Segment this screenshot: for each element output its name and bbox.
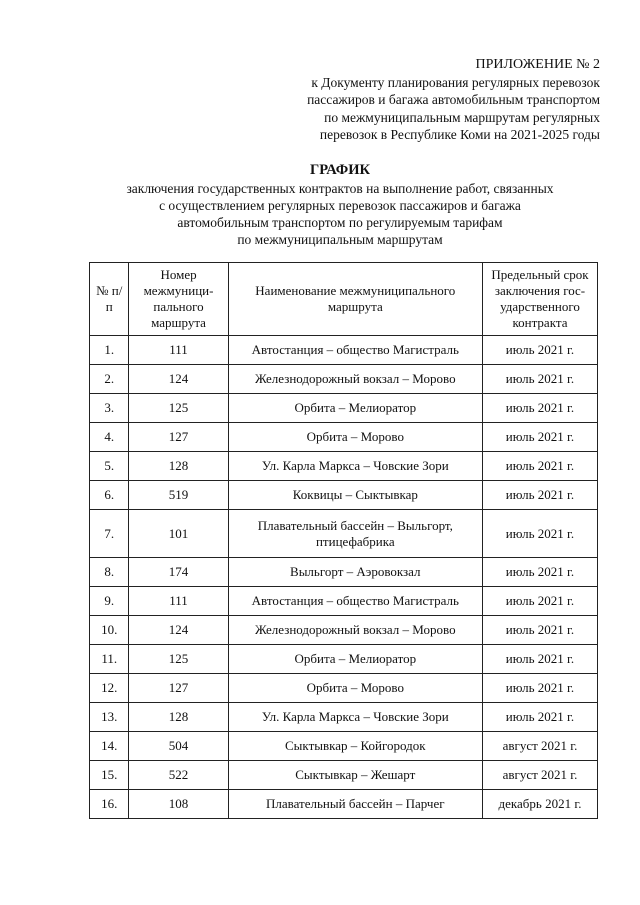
contract-deadline-cell: июль 2021 г.	[482, 510, 597, 558]
contract-deadline-cell: июль 2021 г.	[482, 587, 597, 616]
contract-deadline-cell: июль 2021 г.	[482, 645, 597, 674]
contract-deadline-cell: август 2021 г.	[482, 761, 597, 790]
row-number-cell: 2.	[90, 365, 129, 394]
appendix-line: к Документу планирования регулярных перевозок	[311, 74, 600, 90]
header-number: № п/п	[90, 263, 129, 336]
schedule-table	[89, 262, 598, 819]
contract-deadline-cell: июль 2021 г.	[482, 674, 597, 703]
header-deadline: Предельный срок заключения гос-ударственного контракта	[482, 263, 597, 336]
row-number-cell: 5.	[90, 452, 129, 481]
route-number-cell: 101	[129, 510, 228, 558]
route-name-cell: Выльгорт – Аэровокзал	[228, 558, 482, 587]
route-number-cell: 125	[129, 645, 228, 674]
row-number-cell: 7.	[90, 510, 129, 558]
route-name-cell: Сыктывкар – Жешарт	[228, 761, 482, 790]
header-route-name: Наименование межмуниципального маршрута	[228, 263, 482, 336]
route-number-cell: 504	[129, 732, 228, 761]
table-row	[90, 336, 598, 365]
contract-deadline-cell: июль 2021 г.	[482, 336, 597, 365]
table-row	[90, 645, 598, 674]
row-number-cell: 6.	[90, 481, 129, 510]
route-name-cell: Железнодорожный вокзал – Морово	[228, 365, 482, 394]
row-number-cell: 10.	[90, 616, 129, 645]
contract-deadline-cell: июль 2021 г.	[482, 365, 597, 394]
route-name-cell: Железнодорожный вокзал – Морово	[228, 616, 482, 645]
page-title: ГРАФИК	[309, 162, 371, 178]
row-number-cell: 11.	[90, 645, 129, 674]
route-name-cell: Автостанция – общество Магистраль	[228, 336, 482, 365]
table-row	[90, 365, 598, 394]
subtitle-line: автомобильным транспортом по регулируемым тарифам	[177, 215, 503, 230]
route-number-cell: 111	[129, 587, 228, 616]
table-row	[90, 674, 598, 703]
subtitle-line: заключения государственных контрактов на выполнение работ, связанных	[126, 181, 554, 196]
table-row	[90, 423, 598, 452]
contract-deadline-cell: июль 2021 г.	[482, 423, 597, 452]
route-number-cell: 124	[129, 365, 228, 394]
route-number-cell: 519	[129, 481, 228, 510]
table-row	[90, 510, 598, 558]
contract-deadline-cell: июль 2021 г.	[482, 616, 597, 645]
appendix-number: ПРИЛОЖЕНИЕ № 2	[475, 57, 600, 72]
table-row	[90, 452, 598, 481]
route-name-cell: Ул. Карла Маркса – Човские Зори	[228, 703, 482, 732]
table-row	[90, 790, 598, 819]
route-name-cell: Коквицы – Сыктывкар	[228, 481, 482, 510]
table-row	[90, 558, 598, 587]
contract-deadline-cell: июль 2021 г.	[482, 558, 597, 587]
contract-deadline-cell: июль 2021 г.	[482, 452, 597, 481]
contract-deadline-cell: декабрь 2021 г.	[482, 790, 597, 819]
contract-deadline-cell: июль 2021 г.	[482, 481, 597, 510]
route-name-cell: Плавательный бассейн – Парчег	[228, 790, 482, 819]
route-name-cell: Орбита – Мелиоратор	[228, 394, 482, 423]
row-number-cell: 1.	[90, 336, 129, 365]
row-number-cell: 13.	[90, 703, 129, 732]
row-number-cell: 12.	[90, 674, 129, 703]
route-number-cell: 108	[129, 790, 228, 819]
row-number-cell: 3.	[90, 394, 129, 423]
route-number-cell: 522	[129, 761, 228, 790]
route-name-cell: Орбита – Мелиоратор	[228, 645, 482, 674]
header-route-number: Номер межмуници-пального маршрута	[129, 263, 228, 336]
route-number-cell: 127	[129, 423, 228, 452]
contract-deadline-cell: июль 2021 г.	[482, 394, 597, 423]
appendix-line: по межмуниципальным маршрутам регулярных	[324, 109, 600, 125]
contract-deadline-cell: август 2021 г.	[482, 732, 597, 761]
table-row	[90, 394, 598, 423]
table-row	[90, 481, 598, 510]
table-header-row	[90, 263, 598, 336]
row-number-cell: 9.	[90, 587, 129, 616]
contract-deadline-cell: июль 2021 г.	[482, 703, 597, 732]
route-name-cell: Орбита – Морово	[228, 674, 482, 703]
row-number-cell: 14.	[90, 732, 129, 761]
row-number-cell: 16.	[90, 790, 129, 819]
document-heading	[80, 162, 600, 248]
route-name-cell: Сыктывкар – Койгородок	[228, 732, 482, 761]
row-number-cell: 15.	[90, 761, 129, 790]
table-row	[90, 587, 598, 616]
route-number-cell: 127	[129, 674, 228, 703]
route-number-cell: 128	[129, 703, 228, 732]
subtitle-line: с осуществлением регулярных перевозок пассажиров и багажа	[159, 198, 521, 213]
table-row	[90, 616, 598, 645]
row-number-cell: 4.	[90, 423, 129, 452]
route-number-cell: 125	[129, 394, 228, 423]
route-number-cell: 174	[129, 558, 228, 587]
route-name-cell: Автостанция – общество Магистраль	[228, 587, 482, 616]
route-name-cell: Орбита – Морово	[228, 423, 482, 452]
route-name-cell: Ул. Карла Маркса – Човские Зори	[228, 452, 482, 481]
table-row	[90, 761, 598, 790]
appendix-line: перевозок в Республике Коми на 2021-2025 годы	[319, 127, 600, 142]
route-number-cell: 124	[129, 616, 228, 645]
appendix-block	[240, 56, 600, 144]
appendix-line: пассажиров и багажа автомобильным транспортом	[307, 92, 600, 107]
table-row	[90, 732, 598, 761]
subtitle-line: по межмуниципальным маршрутам	[237, 232, 443, 247]
route-name-cell: Плавательный бассейн – Выльгорт, птицефабрика	[228, 510, 482, 558]
route-number-cell: 111	[129, 336, 228, 365]
route-number-cell: 128	[129, 452, 228, 481]
row-number-cell: 8.	[90, 558, 129, 587]
table-row	[90, 703, 598, 732]
